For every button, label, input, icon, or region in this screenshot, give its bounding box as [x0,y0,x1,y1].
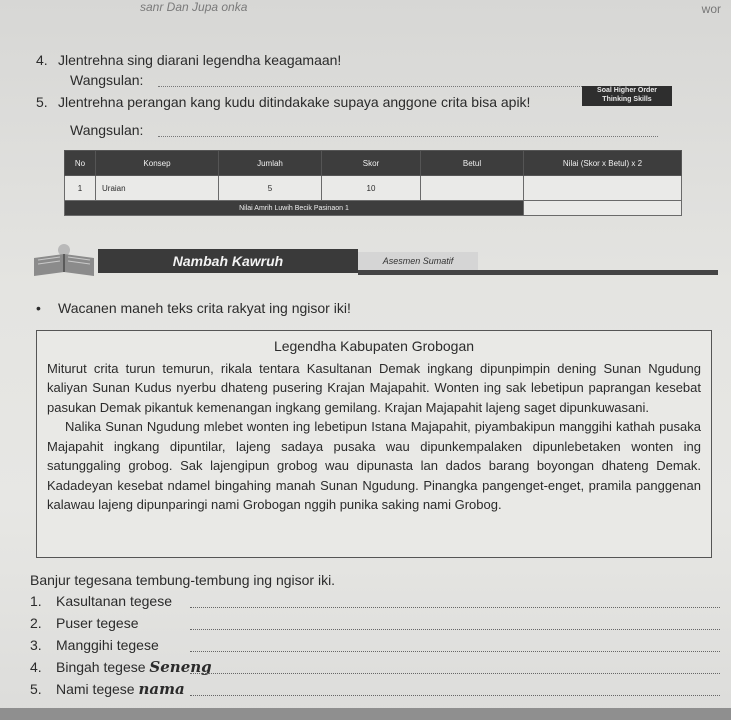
item-text: Nami tegese [56,681,135,697]
answer-line[interactable] [190,695,720,696]
table-header-row [65,151,682,176]
instruction-text: Wacanen maneh teks crita rakyat ing ngisor iki! [58,300,351,316]
section-underline [358,270,718,275]
badge-line: Thinking Skills [602,96,652,103]
question-number: 5. [36,94,48,110]
top-scribble: sanr Dan Jupa onka [140,0,248,14]
item-number: 2. [30,615,42,631]
item-text: Puser tegese [56,615,139,631]
column-header: Konsep [96,151,219,176]
answer-line[interactable] [190,629,720,630]
answer-line[interactable] [190,673,720,674]
table-cell: Uraian [96,176,219,201]
item-number: 3. [30,637,42,653]
table-cell: 10 [322,176,421,201]
column-header: No [65,151,96,176]
exercise-item [30,614,720,632]
section-title: Nambah Kawruh [98,249,358,273]
table-footer-row [65,201,682,216]
column-header: Jumlah [219,151,322,176]
table-cell[interactable] [524,176,682,201]
table-cell[interactable] [524,201,682,216]
question-text: Jlentrehna sing diarani legendha keagamaan! [58,52,342,68]
table-footer: Nilai Amrih Luwih Becik Pasinaon 1 [65,201,524,216]
item-number: 4. [30,659,42,675]
exercise-lead: Banjur tegesana tembung-tembung ing ngisor iki. [30,572,336,588]
score-table [64,150,682,216]
question-number: 4. [36,52,48,68]
exercise-item [30,636,720,654]
table-cell: 1 [65,176,96,201]
item-number: 1. [30,593,42,609]
badge-line: Soal Higher Order [597,87,657,94]
book-icon [30,244,100,278]
answer-line[interactable] [158,136,658,137]
question-4 [36,52,341,68]
table-cell[interactable] [421,176,524,201]
exercise-item [30,592,720,610]
item-text: Bingah tegese [56,659,146,675]
question-5 [36,94,530,110]
page-bottom-edge [0,708,731,720]
corner-scribble: wor [701,2,721,16]
item-number: 5. [30,681,42,697]
question-text: Jlentrehna perangan kang kudu ditindakake supaya anggone crita bisa apik! [58,94,531,110]
table-row [65,176,682,201]
section-subtitle: Asesmen Sumatif [358,252,478,270]
story-box [36,330,712,558]
answer-label: Wangsulan: [70,122,144,138]
item-text: Manggihi tegese [56,637,159,653]
story-title: Legendha Kabupaten Grobogan [273,338,475,354]
column-header: Nilai (Skor x Betul) x 2 [524,151,682,176]
bullet-icon: • [36,300,41,316]
instruction [36,300,351,316]
exercise-item [30,658,720,676]
handwritten-answer[interactable]: nama [138,680,185,698]
hots-badge [582,86,672,106]
handwritten-answer[interactable]: Seneng [149,658,212,676]
item-text: Kasultanan tegese [56,593,172,609]
answer-label: Wangsulan: [70,72,144,88]
answer-line[interactable] [190,651,720,652]
answer-line[interactable] [190,607,720,608]
story-paragraph: Nalika Sunan Ngudung mlebet wonten ing lebetipun Istana Majapahit, piyambakipun manggihi kathah pusaka Majapahit ingkang dipuntilar, lajeng sadaya pusaka wau dipunkempalaken dipunlebetaken wonten ing satunggaling grobog. Sak lajengipun grobog wau dipunasta lan dados barang boyongan dhateng Demak. Kadadeyan kesebat ndamel bingahing manah Sunan Ngudung. Pinangka pangenget-enget, pramila panggenan kalawau lajeng dipunparingi nami Grobogan nggih punika saking nami Grobog. [47,419,701,512]
section-header [30,244,718,276]
table-cell: 5 [219,176,322,201]
column-header: Skor [322,151,421,176]
exercise-item [30,680,720,698]
column-header: Betul [421,151,524,176]
story-paragraph: Miturut crita turun temurun, rikala tentara Kasultanan Demak ingkang dipunpimpin dening Sunan Ngudung kaliyan Sunan Kudus nyerbu dhateng pusering Krajan Majapahit. Wonten ing sak lebetipun paprangan kesebat pasukan Demak pikantuk kemenangan ingkang gemilang. Krajan Majapahit lajeng saget dipunkuwasani. [47,360,701,415]
